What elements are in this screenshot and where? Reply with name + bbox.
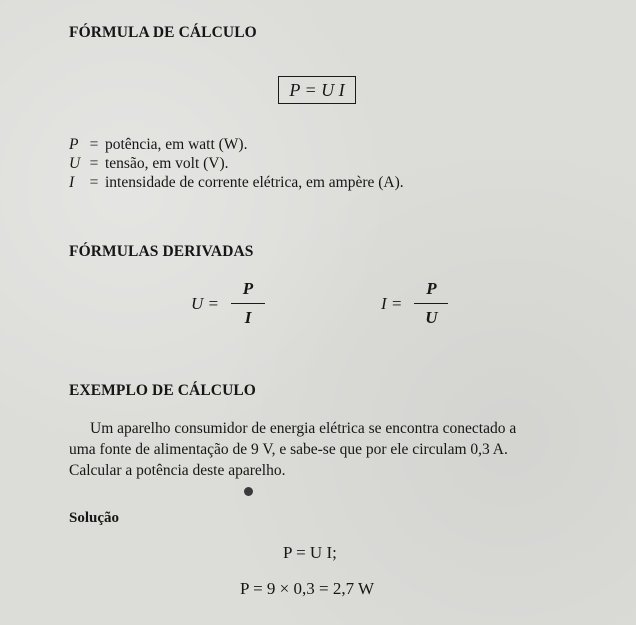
solution-line: P = U I; (283, 543, 337, 562)
example-paragraph (69, 418, 569, 481)
derived-lhs: I = (381, 293, 403, 313)
definition-text: tensão, em volt (V). (105, 155, 229, 172)
definition-symbol: U (69, 155, 81, 172)
fraction (231, 279, 265, 328)
definition-row (69, 154, 404, 173)
fraction (414, 279, 448, 328)
ink-spot (244, 487, 253, 496)
definition-symbol: I (69, 174, 75, 191)
formula-heading: FÓRMULA DE CÁLCULO (69, 24, 257, 41)
definition-symbol: P (69, 136, 79, 153)
definition-equals: = (89, 174, 99, 191)
paragraph-line: Um aparelho consumidor de energia elétrica se encontra conectado a (90, 420, 517, 437)
fraction-numerator: P (426, 279, 437, 298)
derived-lhs: U = (191, 293, 219, 313)
derived-formula-voltage (191, 279, 265, 328)
solution-label: Solução (69, 510, 120, 526)
main-formula-box (278, 76, 356, 104)
definition-equals: = (89, 136, 99, 153)
fraction-numerator: P (242, 279, 254, 298)
definition-text: intensidade de corrente elétrica, em ampère (A). (105, 174, 404, 191)
definition-text: potência, em watt (W). (105, 136, 248, 153)
example-heading: EXEMPLO DE CÁLCULO (69, 382, 256, 399)
fraction-denominator: I (244, 308, 252, 327)
paragraph-line: Calcular a potência deste aparelho. (69, 462, 286, 479)
definition-row (69, 173, 404, 192)
definition-row (69, 135, 404, 154)
main-formula: P = U I (289, 79, 345, 100)
definition-equals: = (89, 155, 99, 172)
solution-line: P = 9 × 0,3 = 2,7 W (240, 579, 375, 598)
paragraph-line: uma fonte de alimentação de 9 V, e sabe-se que por ele circulam 0,3 A. (69, 441, 508, 458)
fraction-denominator: U (425, 308, 438, 327)
derived-formula-current (381, 279, 448, 328)
definitions-list (69, 135, 404, 192)
derived-heading: FÓRMULAS DERIVADAS (69, 243, 254, 260)
